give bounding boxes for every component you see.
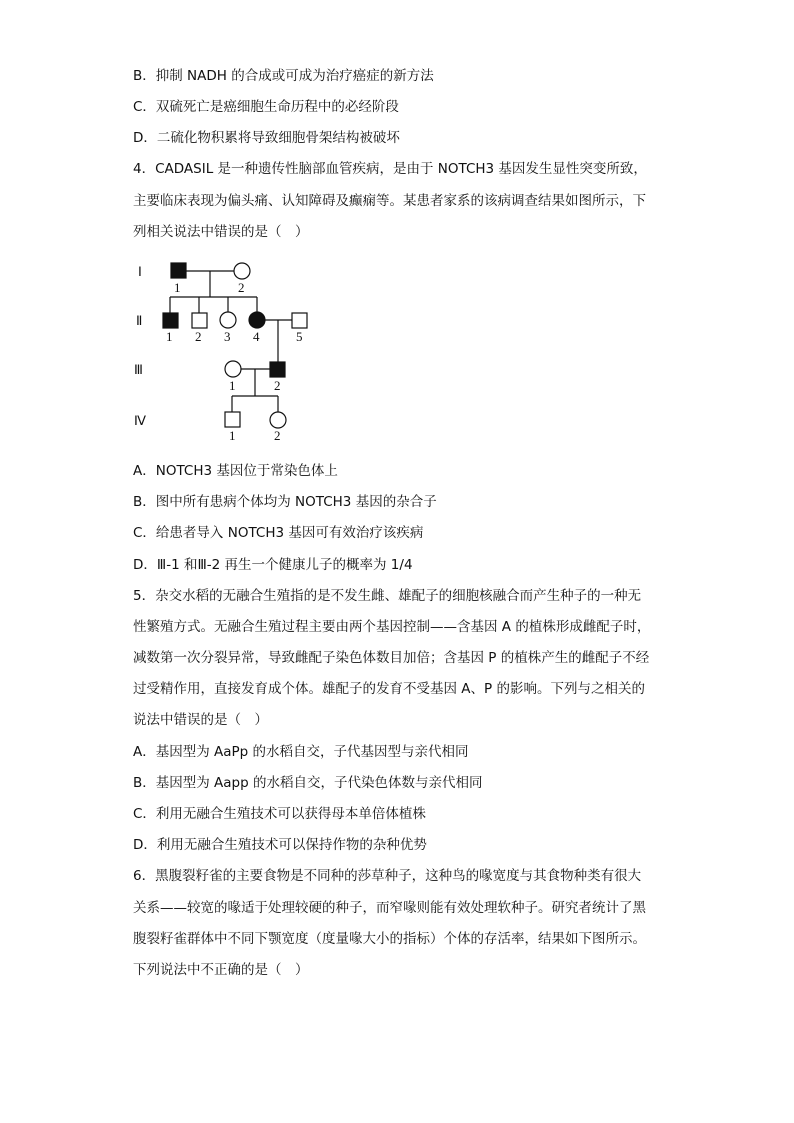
individual-I-1 — [171, 263, 186, 278]
option-4b: B．图中所有患病个体均为 NOTCH3 基因的杂合子 — [133, 494, 437, 510]
question-6-line-4: 下列说法中不正确的是（ ） — [133, 962, 309, 978]
text-line-2: C．双硫死亡是癌细胞生命历程中的必经阶段 — [133, 99, 399, 115]
pedigree-chart — [0, 0, 794, 460]
question-6-line-3: 腹裂籽雀群体中不同下颚宽度（度量喙大小的指标）个体的存活率，结果如下图所示。 — [133, 931, 646, 947]
text-line-1: B．抑制 NADH 的合成或可成为治疗癌症的新方法 — [133, 68, 434, 84]
label-III-1: 1 — [229, 378, 236, 393]
individual-IV-2 — [270, 412, 286, 428]
label-III-2: 2 — [274, 378, 281, 393]
generation-label-II: Ⅱ — [136, 313, 143, 328]
individual-IV-1 — [225, 412, 240, 427]
generation-label-III: Ⅲ — [134, 362, 143, 377]
option-4a: A．NOTCH3 基因位于常染色体上 — [133, 463, 338, 479]
option-5a: A．基因型为 AaPp 的水稻自交，子代基因型与亲代相同 — [133, 744, 469, 760]
individual-II-3 — [220, 312, 236, 328]
label-II-2: 2 — [195, 329, 202, 344]
label-II-4: 4 — [253, 329, 260, 344]
text-line-3: D．二硫化物积累将导致细胞骨架结构被破坏 — [133, 130, 400, 146]
question-5-line-3: 减数第一次分裂异常，导致雌配子染色体数目加倍；含基因 P 的植株产生的雌配子不经 — [133, 650, 650, 666]
individual-II-2 — [192, 313, 207, 328]
label-II-3: 3 — [224, 329, 231, 344]
question-5-line-4: 过受精作用，直接发育成个体。雄配子的发育不受基因 A、P 的影响。下列与之相关的 — [133, 681, 645, 697]
question-4-line-2: 主要临床表现为偏头痛、认知障碍及癫痫等。某患者家系的该病调查结果如图所示，下 — [133, 193, 646, 209]
question-4-line-1: 4．CADASIL 是一种遗传性脑部血管疾病，是由于 NOTCH3 基因发生显性突变所致， — [133, 161, 647, 177]
option-5b: B．基因型为 Aapp 的水稻自交，子代染色体数与亲代相同 — [133, 775, 483, 791]
individual-II-5 — [292, 313, 307, 328]
option-5d: D．利用无融合生殖技术可以保持作物的杂种优势 — [133, 837, 427, 853]
label-II-5: 5 — [296, 329, 303, 344]
label-I-2: 2 — [238, 280, 245, 295]
question-5-line-2: 性繁殖方式。无融合生殖过程主要由两个基因控制——含基因 A 的植株形成雌配子时， — [133, 619, 651, 635]
generation-label-I: Ⅰ — [138, 264, 142, 279]
label-IV-2: 2 — [274, 428, 281, 443]
question-6-line-2: 关系——较宽的喙适于处理较硬的种子，而窄喙则能有效处理软种子。研究者统计了黑 — [133, 900, 646, 916]
individual-II-4 — [249, 312, 265, 328]
generation-label-IV: Ⅳ — [134, 413, 146, 428]
question-5-line-1: 5．杂交水稻的无融合生殖指的是不发生雌、雄配子的细胞核融合而产生种子的一种无 — [133, 588, 642, 604]
label-IV-1: 1 — [229, 428, 236, 443]
option-5c: C．利用无融合生殖技术可以获得母本单倍体植株 — [133, 806, 426, 822]
question-6-line-1: 6．黑腹裂籽雀的主要食物是不同种的莎草种子，这种鸟的喙宽度与其食物种类有很大 — [133, 868, 642, 884]
question-4-line-3: 列相关说法中错误的是（ ） — [133, 224, 309, 240]
label-II-1: 1 — [166, 329, 173, 344]
individual-I-2 — [234, 263, 250, 279]
individual-III-1 — [225, 361, 241, 377]
option-4c: C．给患者导入 NOTCH3 基因可有效治疗该疾病 — [133, 525, 424, 541]
individual-III-2 — [270, 362, 285, 377]
label-I-1: 1 — [174, 280, 181, 295]
individual-II-1 — [163, 313, 178, 328]
question-5-line-5: 说法中错误的是（ ） — [133, 712, 268, 728]
option-4d: D．Ⅲ-1 和Ⅲ-2 再生一个健康儿子的概率为 1/4 — [133, 557, 413, 573]
